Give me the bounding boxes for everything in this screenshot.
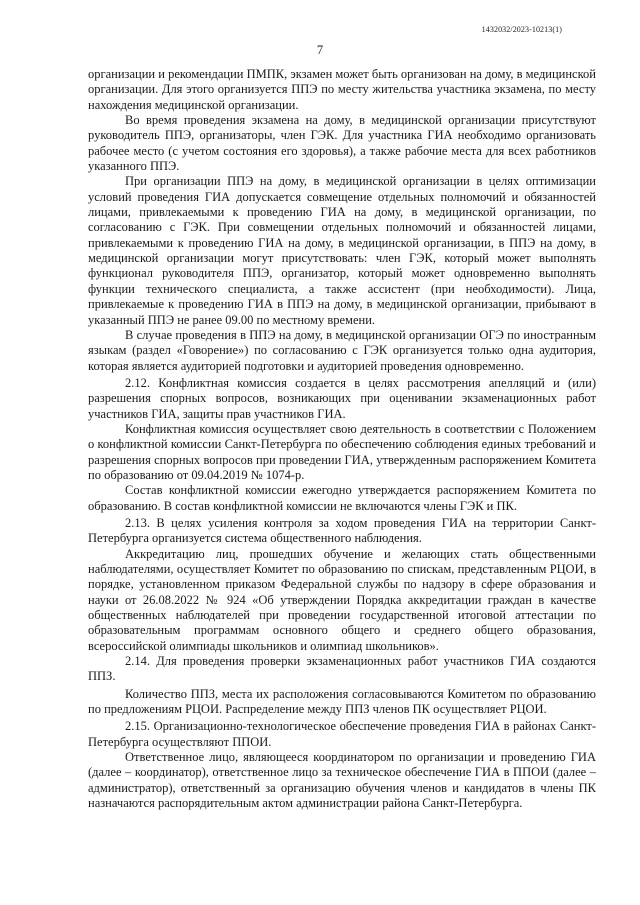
paragraph-section-2-15: 2.15. Организационно-технологическое обеспечение проведения ГИА в районах Санкт-Петербурга осуществляют ППОИ. (88, 719, 596, 749)
paragraph-commission-composition: Состав конфликтной комиссии ежегодно утверждается распоряжением Комитета по образованию. В состав конфликтной комиссии не включаются члены ГЭК и ПК. (88, 483, 596, 513)
paragraph-role-combination: При организации ППЭ на дому, в медицинской организации в целях оптимизации условий проведения ГИА допускается совмещение отдельных полномочий и обязанностей лицами, привлекаемыми к проведению ГИА на дому, в медицинской организации, по согласованию с ГЭК. При совмещении отдельных полномочий и обязанностей лицами, привлекаемыми к проведению ГИА на дому, в медицинской организации, в ППЭ на дому, в медицинской организации могут присутствовать: член ГЭК, который может выполнять функционал руководителя ППЭ, организатор, который может одновременно выполнять функции технического специалиста, а также ассистент (при необходимости). Лица, привлекаемые к проведению ГИА в ППЭ на дому, в медицинской организации, прибывают в указанный ППЭ не ранее 09.00 по местному времени. (88, 174, 596, 327)
paragraph-coordinator: Ответственное лицо, являющееся координатором по организации и проведению ГИА (далее – координатор), ответственное лицо за техническое обеспечение ГИА в ППОИ (далее – администратор), ответственный за организацию обучения членов и кандидатов в члены ПК назначаются распорядительным актом администрации района Санкт-Петербурга. (88, 750, 596, 811)
paragraph-commission-regulation: Конфликтная комиссия осуществляет свою деятельность в соответствии с Положением о конфликтной комиссии Санкт-Петербурга по обеспечению соблюдения единых требований и разрешения спорных вопросов при проведении ГИА, утвержденным распоряжением Комитета по образованию от 09.04.2019 № 1074-р. (88, 421, 596, 482)
paragraph-section-2-12: 2.12. Конфликтная комиссия создается в целях рассмотрения апелляций и (или) разрешения спорных вопросов, возникающих при оценивании экзаменационных работ участников ГИА, защиты прав участников ГИА. (88, 375, 596, 421)
paragraph-ppz-locations: Количество ППЗ, места их расположения согласовываются Комитетом по образованию по предложениям РЦОИ. Распределение между ППЗ членов ПК осуществляет РЦОИ. (88, 686, 596, 717)
paragraph-foreign-languages: В случае проведения в ППЭ на дому, в медицинской организации ОГЭ по иностранным языкам (раздел «Говорение») по согласованию с ГЭК организуется только одна аудитория, которая является аудиторией подготовки и аудиторией проведения одновременно. (88, 327, 596, 373)
paragraph-section-2-14: 2.14. Для проведения проверки экзаменационных работ участников ГИА создаются ППЗ. (88, 654, 596, 684)
paragraph-continuation: организации и рекомендации ПМПК, экзамен может быть организован на дому, в медицинской организации. Для этого организуется ППЭ по месту жительства участника экзамена, по месту нахождения медицинской организации. (88, 67, 596, 112)
paragraph-section-2-13: 2.13. В целях усиления контроля за ходом проведения ГИА на территории Санкт-Петербурга организуется система общественного наблюдения. (88, 515, 596, 546)
paragraph-exam-attendees: Во время проведения экзамена на дому, в медицинской организации присутствуют руководитель ППЭ, организаторы, член ГЭК. Для участника ГИА необходимо организовать рабочее место (с учетом состояния его здоровья), а также рабочие места для всех работников указанного ППЭ. (88, 113, 596, 174)
page-number: 7 (316, 43, 324, 57)
document-id: 1432032/2023-10213(1) (481, 25, 562, 34)
body-text (88, 67, 596, 812)
paragraph-accreditation: Аккредитацию лиц, прошедших обучение и желающих стать общественными наблюдателями, осуществляет Комитет по образованию по спискам, представленным РЦОИ, в порядке, установленном приказом Федеральной службы по надзору в сфере образования и науки от 26.08.2022 № 924 «Об утверждении Порядка аккредитации граждан в качестве общественных наблюдателей при проведении государственной итоговой аттестации по образовательным программам основного общего и среднего общего образования, всероссийской олимпиады школьников и олимпиад школьников». (88, 546, 596, 653)
